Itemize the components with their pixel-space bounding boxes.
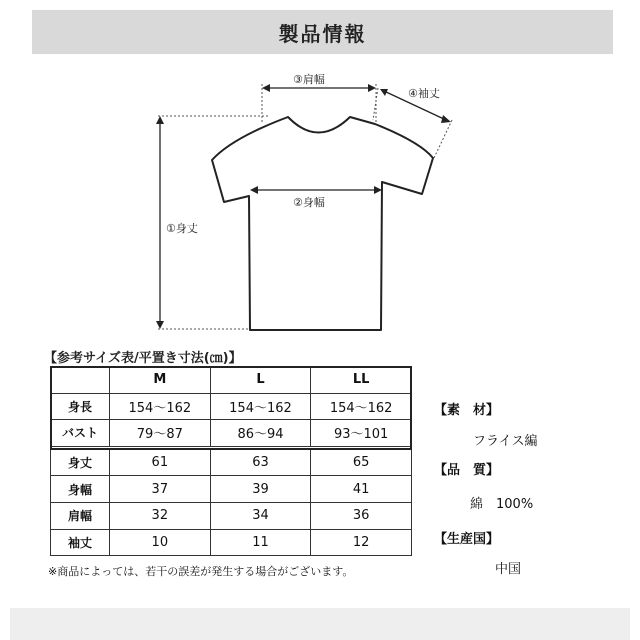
table-cell: 10: [110, 529, 211, 556]
table-cell: 32: [110, 502, 211, 529]
sleeve-label: ④袖丈: [408, 87, 440, 100]
table-corner-cell: [51, 367, 110, 394]
size-table: [50, 366, 412, 556]
table-cell: 79～87: [110, 420, 211, 447]
origin-label: 【生産国】: [434, 532, 500, 547]
quality-value: 綿 100%: [470, 497, 534, 512]
row-label: 身丈: [51, 449, 110, 476]
table-cell: 61: [110, 449, 211, 476]
shoulder-arrow-head-right: [368, 84, 376, 92]
table-cell: 41: [311, 476, 412, 503]
table-cell: 154～162: [110, 393, 211, 420]
row-label: 袖丈: [51, 529, 110, 556]
sleeve-arrow-head-bottom: [441, 115, 451, 123]
width-arrow-head-right: [374, 186, 382, 194]
length-label: ①身丈: [166, 222, 198, 235]
tshirt-outline: [212, 117, 433, 330]
table-cell: 154～162: [210, 393, 311, 420]
table-cell: 63: [210, 449, 311, 476]
table-cell: 86～94: [210, 420, 311, 447]
table-row: [51, 476, 412, 503]
table-cell: 11: [210, 529, 311, 556]
row-label: 肩幅: [51, 502, 110, 529]
table-cell: 154～162: [311, 393, 412, 420]
column-header: LL: [311, 367, 412, 394]
footer-bar: [10, 608, 630, 640]
width-arrow-head-left: [250, 186, 258, 194]
sleeve-guide-bottom: [434, 120, 452, 158]
table-cell: 36: [311, 502, 412, 529]
table-header-row: [51, 367, 412, 394]
table-cell: 34: [210, 502, 311, 529]
table-row: [51, 502, 412, 529]
table-row: [51, 529, 412, 556]
shoulder-arrow-head-left: [262, 84, 270, 92]
column-header: M: [110, 367, 211, 394]
table-cell: 65: [311, 449, 412, 476]
table-cell: 12: [311, 529, 412, 556]
material-value: フライス編: [473, 434, 538, 449]
size-table-title: 【参考サイズ表/平置き寸法(㎝)】: [44, 351, 242, 366]
column-header: L: [210, 367, 311, 394]
length-arrow-head-top: [156, 116, 164, 124]
width-label: ②身幅: [293, 196, 325, 209]
shoulder-label: ③肩幅: [293, 73, 325, 86]
table-row: [51, 393, 412, 420]
table-cell: 39: [210, 476, 311, 503]
origin-value: 中国: [495, 562, 522, 577]
row-label: バスト: [51, 420, 110, 447]
table-row: [51, 449, 412, 476]
table-row: [51, 420, 412, 447]
table-cell: 37: [110, 476, 211, 503]
length-arrow-head-bottom: [156, 321, 164, 329]
row-label: 身幅: [51, 476, 110, 503]
table-cell: 93～101: [311, 420, 412, 447]
size-note: ※商品によっては、若干の誤差が発生する場合がございます。: [48, 565, 354, 578]
material-label: 【素 材】: [434, 403, 500, 418]
row-label: 身長: [51, 393, 110, 420]
page-title: 製品情報: [278, 21, 367, 46]
quality-label: 【品 質】: [434, 463, 500, 478]
